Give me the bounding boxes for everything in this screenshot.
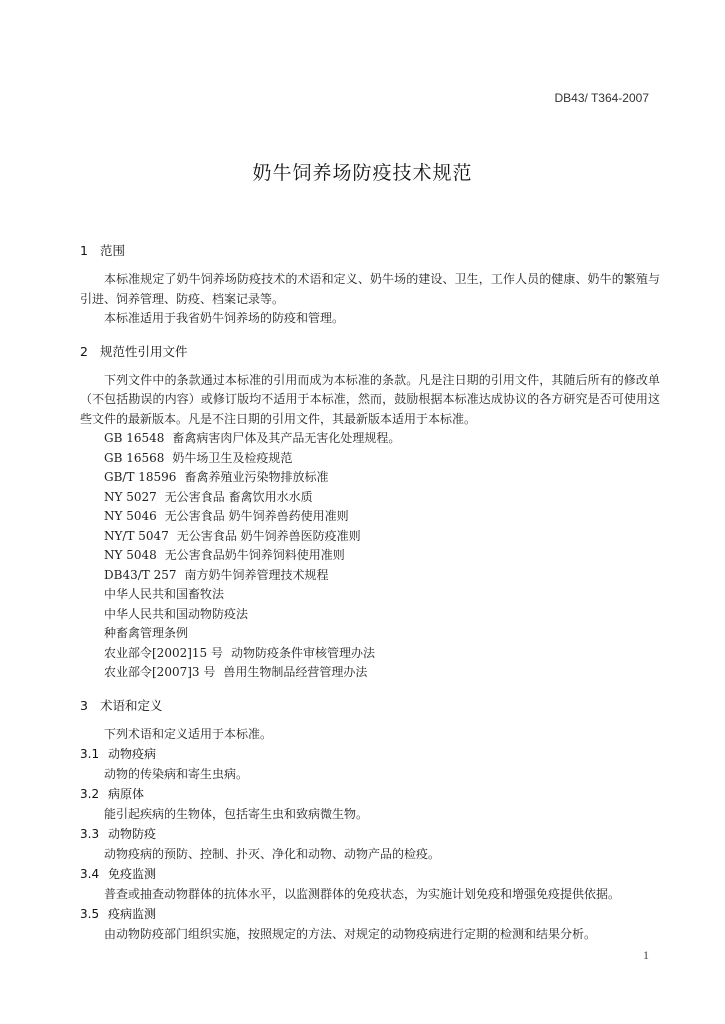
document-title: 奶牛饲养场防疫技术规范 (252, 162, 473, 184)
reference-title: 无公害食品 奶牛饲养兽医防疫准则 (176, 528, 361, 543)
term-number: 3.4 (80, 867, 100, 881)
page-number: 1 (643, 948, 649, 962)
term-definition: 能引起疾病的生物体，包括寄生虫和致病微生物。 (104, 807, 369, 821)
term-heading (80, 864, 660, 884)
reference-item (80, 449, 660, 469)
section-heading-references (80, 339, 660, 365)
reference-item (80, 624, 660, 644)
paragraph: 下列文件中的条款通过本标准的引用而成为本标准的条款。凡是注日期的引用文件，其随后所有的修改单（不包括勘误的内容）或修订版均不适用于本标准，然而，鼓励根据本标准达成协议的各方研究是否可使用这些文件的最新版本。凡是不注日期的引用文件，其最新版本适用于本标准。 (80, 372, 660, 426)
reference-code: NY/T 5047 (104, 528, 169, 543)
reference-title: 畜禽养殖业污染物排放标准 (184, 470, 329, 484)
reference-title: 无公害食品奶牛饲养饲料使用准则 (164, 548, 345, 562)
reference-title: 中华人民共和国畜牧法 (104, 587, 225, 601)
term-list (80, 744, 660, 944)
document-number: DB43/ T364-2007 (554, 91, 649, 105)
section-number: 1 (80, 243, 88, 258)
reference-title: 中华人民共和国动物防疫法 (104, 606, 249, 621)
reference-item (80, 585, 660, 605)
term-number: 3.2 (80, 787, 100, 801)
section-title: 规范性引用文件 (100, 343, 188, 359)
reference-item (80, 644, 660, 664)
reference-title: 种畜禽管理条例 (104, 626, 189, 640)
term-number: 3.1 (80, 747, 100, 761)
term-definition: 普查或抽查动物群体的抗体水平，以监测群体的免疫状态，为实施计划免疫和增强免疫提供依据。 (104, 887, 621, 901)
term-heading (80, 904, 660, 924)
reference-code: DB43/T 257 (104, 567, 177, 582)
section-title: 范围 (100, 243, 126, 258)
section-heading-terms (80, 693, 660, 719)
term-number: 3.3 (80, 827, 100, 841)
paragraph: 本标准适用于我省奶牛饲养场的防疫和管理。 (104, 311, 345, 325)
reference-title: 奶牛场卫生及检疫规范 (172, 450, 293, 465)
term-name: 动物疫病 (108, 747, 157, 761)
term-heading (80, 744, 660, 764)
document-body (80, 238, 660, 944)
reference-item (80, 468, 660, 488)
reference-item (80, 507, 660, 527)
term-heading (80, 824, 660, 844)
term-number: 3.5 (80, 907, 100, 921)
reference-item (80, 663, 660, 683)
reference-item (80, 488, 660, 508)
paragraph: 下列术语和定义适用于本标准。 (104, 726, 273, 741)
reference-code: NY 5027 (104, 489, 157, 504)
reference-title: 动物防疫条件审核管理办法 (231, 645, 376, 660)
paragraph: 本标准规定了奶牛饲养场防疫技术的术语和定义、奶牛场的建设、卫生，工作人员的健康、奶牛的繁殖与引进、饲养管理、防疫、档案记录等。 (80, 272, 660, 306)
reference-code: 农业部令[2002]15 号 (104, 645, 223, 660)
term-name: 疫病监测 (108, 907, 157, 921)
section-heading-scope (80, 238, 660, 264)
reference-title: 畜禽病害肉尸体及其产品无害化处理规程。 (172, 431, 401, 445)
reference-title: 南方奶牛饲养管理技术规程 (184, 567, 329, 582)
reference-list (80, 429, 660, 683)
section-number: 3 (80, 697, 88, 713)
term-name: 动物防疫 (108, 827, 157, 841)
reference-item (80, 605, 660, 625)
reference-item (80, 527, 660, 547)
term-definition: 由动物防疫部门组织实施，按照规定的方法、对规定的动物疫病进行定期的检测和结果分析。 (104, 927, 597, 941)
reference-title: 兽用生物制品经营管理办法 (223, 665, 368, 679)
term-name: 病原体 (108, 787, 145, 801)
reference-item (80, 429, 660, 449)
section-number: 2 (80, 343, 88, 359)
section-title: 术语和定义 (100, 697, 163, 713)
reference-item (80, 566, 660, 586)
term-name: 免疫监测 (108, 867, 157, 881)
term-definition: 动物疫病的预防、控制、扑灭、净化和动物、动物产品的检疫。 (104, 847, 441, 861)
reference-title: 无公害食品 奶牛饲养兽药使用准则 (164, 509, 349, 523)
reference-title: 无公害食品 畜禽饮用水水质 (164, 489, 313, 504)
reference-code: NY 5048 (104, 548, 157, 562)
reference-code: 农业部令[2007]3 号 (104, 665, 216, 679)
reference-code: GB 16548 (104, 431, 165, 445)
reference-code: GB 16568 (104, 450, 165, 465)
reference-item (80, 546, 660, 566)
term-definition: 动物的传染病和寄生虫病。 (104, 767, 249, 781)
reference-code: NY 5046 (104, 509, 157, 523)
term-heading (80, 784, 660, 804)
reference-code: GB/T 18596 (104, 470, 177, 484)
